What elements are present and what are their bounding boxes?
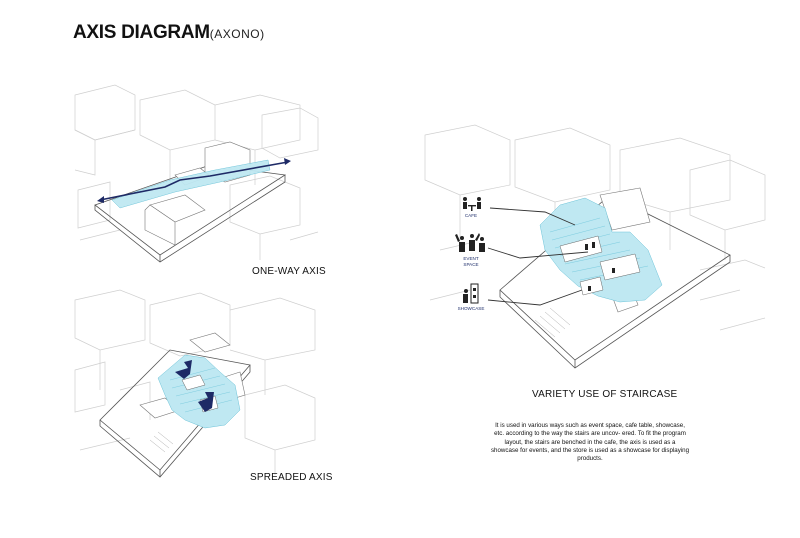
title-subtitle: (AXONO): [209, 27, 265, 41]
staircase-caption: VARIETY USE OF STAIRCASE: [532, 389, 678, 400]
event-space-label-line2: SPACE: [463, 262, 479, 267]
cafe-label: CAFE: [464, 213, 478, 218]
showcase-icon: [463, 284, 478, 303]
event-space-label-line1: EVENT: [463, 256, 479, 261]
staircase-description: It is used in various ways such as event space, cafe table, showcase, etc. according to the way the stairs are uncov- ered. To fit the program layout, the stairs are benched in the cafe, the axis is used as a showcase for events, and the store is used as a showcase for displaying products.: [490, 422, 690, 463]
spreaded-axis-caption: SPREADED AXIS: [250, 472, 333, 483]
showcase-label: SHOWCASE: [457, 306, 485, 311]
title-main: AXIS DIAGRAM: [73, 22, 210, 43]
event-space-icon: [455, 233, 485, 252]
one-way-axis-caption: ONE-WAY AXIS: [252, 266, 326, 277]
cafe-icon: [463, 197, 481, 211]
